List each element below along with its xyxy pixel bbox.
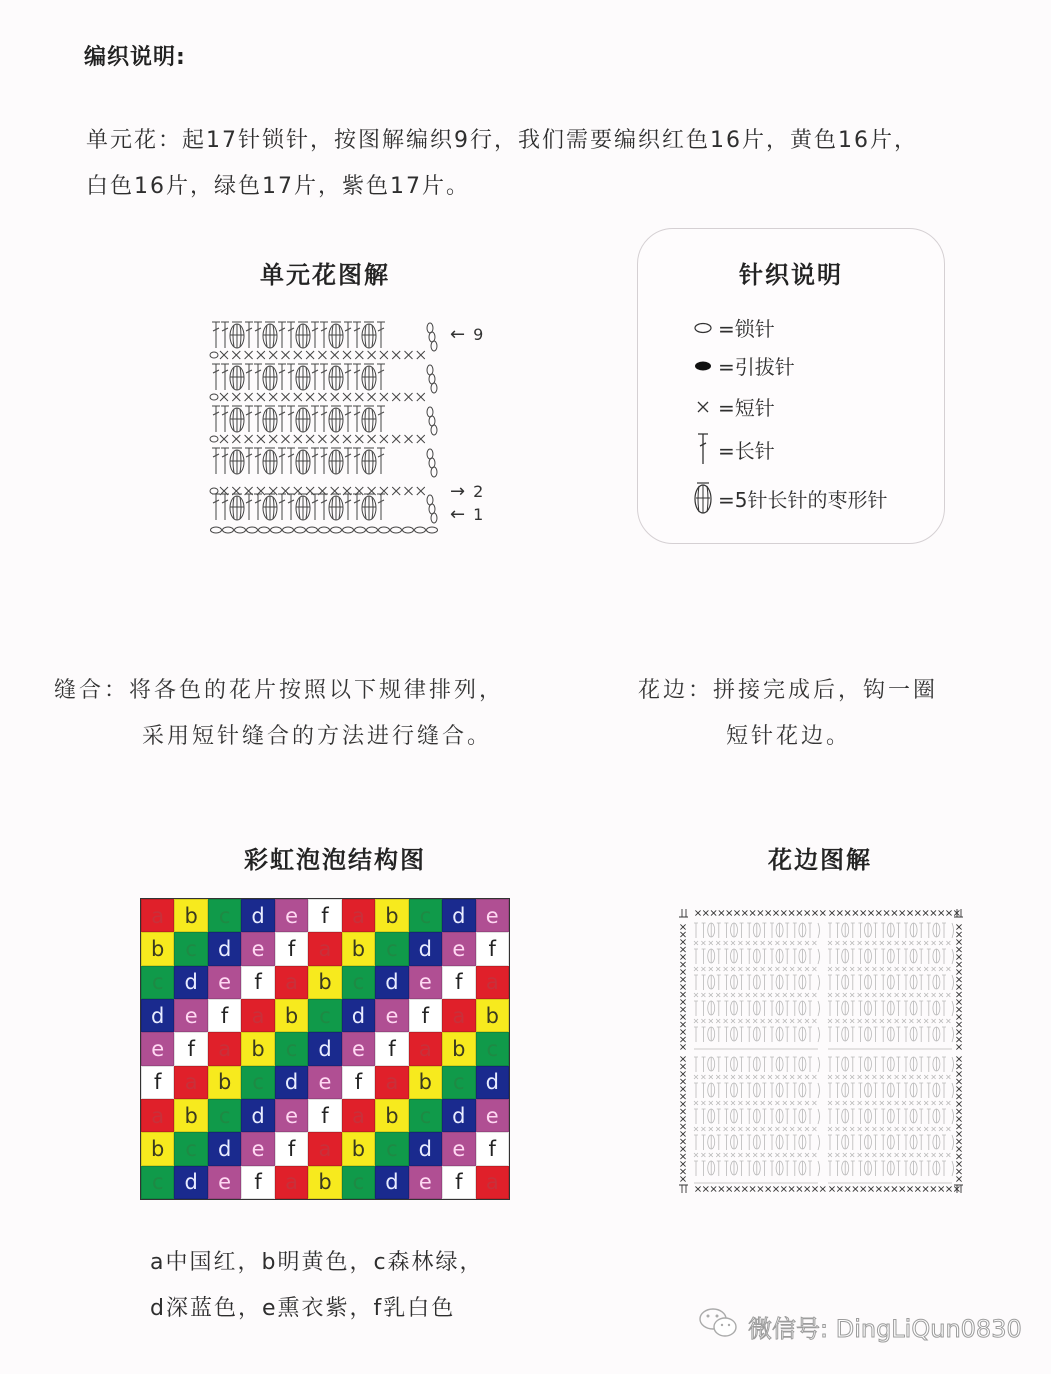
grid-cell: a xyxy=(442,999,475,1032)
grid-cell: b xyxy=(174,899,207,932)
grid-cell: a xyxy=(141,899,174,932)
grid-cell: f xyxy=(241,966,274,999)
grid-cell: c xyxy=(208,1099,241,1132)
grid-cell: a xyxy=(409,1032,442,1065)
grid-cell: b xyxy=(342,1132,375,1165)
legend-item-slip: =引拔针 xyxy=(692,351,795,380)
grid-cell: b xyxy=(141,932,174,965)
grid-cell: e xyxy=(208,966,241,999)
grid-cell: a xyxy=(342,899,375,932)
grid-cell: e xyxy=(208,1166,241,1199)
color-key xyxy=(150,1240,484,1332)
grid-cell: b xyxy=(375,1099,408,1132)
stitch-legend xyxy=(637,228,945,544)
grid-cell: a xyxy=(308,1132,341,1165)
legend-item-chain: =锁针 xyxy=(692,313,775,342)
bobble-stitch-icon xyxy=(692,481,714,515)
grid-cell: d xyxy=(442,899,475,932)
grid-cell: e xyxy=(241,1132,274,1165)
page-heading: 编织说明: xyxy=(84,45,186,70)
grid-cell: d xyxy=(375,1166,408,1199)
grid-cell: e xyxy=(442,1132,475,1165)
grid-cell: e xyxy=(476,899,509,932)
grid-cell: c xyxy=(476,1032,509,1065)
row-label-1: ← 1 xyxy=(450,504,484,525)
grid-cell: c xyxy=(141,1166,174,1199)
grid-cell: c xyxy=(141,966,174,999)
grid-cell: d xyxy=(174,1166,207,1199)
grid-cell: d xyxy=(409,1132,442,1165)
arrow-left-icon: ← xyxy=(450,324,466,345)
grid-cell: a xyxy=(208,1032,241,1065)
double-crochet-icon xyxy=(692,432,714,466)
grid-cell: d xyxy=(275,1066,308,1099)
grid-cell: b xyxy=(275,999,308,1032)
grid-cell: c xyxy=(375,932,408,965)
grid-cell: b xyxy=(308,1166,341,1199)
row-label-2: → 2 xyxy=(450,481,484,502)
grid-cell: e xyxy=(241,932,274,965)
grid-cell: d xyxy=(409,932,442,965)
grid-cell: c xyxy=(409,1099,442,1132)
wechat-icon xyxy=(698,1306,740,1346)
grid-cell: e xyxy=(476,1099,509,1132)
grid-cell: b xyxy=(375,899,408,932)
grid-cell: d xyxy=(174,966,207,999)
intro-text xyxy=(86,118,1026,210)
grid-cell: f xyxy=(308,1099,341,1132)
grid-cell: b xyxy=(342,932,375,965)
grid-cell: c xyxy=(409,899,442,932)
grid-cell: c xyxy=(174,1132,207,1165)
unit-diagram-title: 单元花图解 xyxy=(260,261,390,289)
grid-cell: c xyxy=(241,1066,274,1099)
grid-cell: c xyxy=(342,1166,375,1199)
color-key-line-2: d深蓝色，e熏衣紫，f乳白色 xyxy=(150,1296,456,1321)
grid-cell: c xyxy=(275,1032,308,1065)
grid-cell: b xyxy=(476,999,509,1032)
grid-cell: b xyxy=(308,966,341,999)
grid-cell: a xyxy=(342,1099,375,1132)
grid-cell: d xyxy=(241,1099,274,1132)
grid-cell: d xyxy=(208,1132,241,1165)
watermark-text: 微信号: DingLiQun0830 xyxy=(748,1314,1022,1343)
grid-cell: f xyxy=(342,1066,375,1099)
grid-cell: c xyxy=(442,1066,475,1099)
edging-instructions xyxy=(638,668,938,760)
grid-cell: b xyxy=(141,1132,174,1165)
grid-cell: f xyxy=(476,1132,509,1165)
grid-cell: a xyxy=(174,1066,207,1099)
edge-stitch-diagram xyxy=(676,905,966,1195)
edge-diagram-title: 花边图解 xyxy=(768,846,872,874)
intro-line-2: 白色16片，绿色17片，紫色17片。 xyxy=(86,174,470,199)
grid-cell: e xyxy=(442,932,475,965)
chain-stitch-icon xyxy=(692,322,714,334)
joining-line-1: 缝合：将各色的花片按照以下规律排列， xyxy=(54,678,505,703)
grid-cell: e xyxy=(275,899,308,932)
grid-cell: b xyxy=(409,1066,442,1099)
grid-cell: f xyxy=(375,1032,408,1065)
grid-cell: e xyxy=(409,966,442,999)
grid-cell: a xyxy=(241,999,274,1032)
grid-cell: f xyxy=(409,999,442,1032)
rainbow-layout-title: 彩虹泡泡结构图 xyxy=(244,846,426,874)
grid-cell: a xyxy=(308,932,341,965)
grid-cell: d xyxy=(342,999,375,1032)
grid-cell: e xyxy=(308,1066,341,1099)
grid-cell: f xyxy=(275,932,308,965)
grid-cell: d xyxy=(308,1032,341,1065)
grid-cell: f xyxy=(241,1166,274,1199)
intro-line-1: 单元花：起17针锁针，按图解编织9行，我们需要编织红色16片，黄色16片， xyxy=(86,128,918,153)
grid-cell: a xyxy=(476,1166,509,1199)
grid-cell: e xyxy=(409,1166,442,1199)
grid-cell: f xyxy=(208,999,241,1032)
grid-cell: c xyxy=(208,899,241,932)
grid-cell: f xyxy=(442,1166,475,1199)
legend-item-bobble: =5针长针的枣形针 xyxy=(692,481,887,515)
grid-cell: f xyxy=(442,966,475,999)
single-crochet-icon xyxy=(692,399,714,415)
grid-cell: b xyxy=(174,1099,207,1132)
arrow-left-icon: ← xyxy=(450,504,466,525)
rainbow-color-grid xyxy=(140,898,510,1200)
grid-cell: d xyxy=(375,966,408,999)
grid-cell: b xyxy=(442,1032,475,1065)
grid-cell: d xyxy=(442,1099,475,1132)
grid-cell: f xyxy=(476,932,509,965)
joining-instructions xyxy=(54,668,504,760)
edging-line-1: 花边：拼接完成后，钩一圈 xyxy=(638,678,939,703)
grid-cell: c xyxy=(375,1132,408,1165)
color-key-line-1: a中国红，b明黄色，c森林绿， xyxy=(150,1250,484,1275)
grid-cell: a xyxy=(141,1099,174,1132)
unit-stitch-chart xyxy=(208,318,440,538)
grid-cell: d xyxy=(241,899,274,932)
legend-title: 针织说明 xyxy=(739,261,843,289)
unit-stitch-diagram xyxy=(208,318,440,538)
grid-cell: f xyxy=(275,1132,308,1165)
grid-cell: a xyxy=(476,966,509,999)
grid-cell: d xyxy=(476,1066,509,1099)
grid-cell: a xyxy=(275,1166,308,1199)
row-label-9: ← 9 xyxy=(450,324,484,345)
grid-cell: a xyxy=(375,1066,408,1099)
grid-cell: e xyxy=(141,1032,174,1065)
grid-cell: f xyxy=(308,899,341,932)
grid-cell: d xyxy=(141,999,174,1032)
grid-cell: e xyxy=(342,1032,375,1065)
grid-cell: e xyxy=(375,999,408,1032)
grid-cell: c xyxy=(174,932,207,965)
grid-cell: a xyxy=(275,966,308,999)
legend-item-double-crochet: =长针 xyxy=(692,432,775,466)
joining-line-2: 采用短针缝合的方法进行缝合。 xyxy=(142,724,493,749)
arrow-right-icon: → xyxy=(450,481,466,502)
grid-cell: b xyxy=(208,1066,241,1099)
grid-cell: f xyxy=(141,1066,174,1099)
grid-cell: b xyxy=(241,1032,274,1065)
grid-cell: d xyxy=(208,932,241,965)
edge-stitch-chart xyxy=(676,905,966,1195)
grid-cell: e xyxy=(275,1099,308,1132)
slip-stitch-icon xyxy=(692,360,714,372)
grid-cell: c xyxy=(308,999,341,1032)
legend-item-single-crochet: =短针 xyxy=(692,392,775,421)
watermark xyxy=(698,1306,1022,1346)
grid-cell: c xyxy=(342,966,375,999)
grid-cell: f xyxy=(174,1032,207,1065)
edging-line-2: 短针花边。 xyxy=(726,724,852,749)
grid-cell: e xyxy=(174,999,207,1032)
